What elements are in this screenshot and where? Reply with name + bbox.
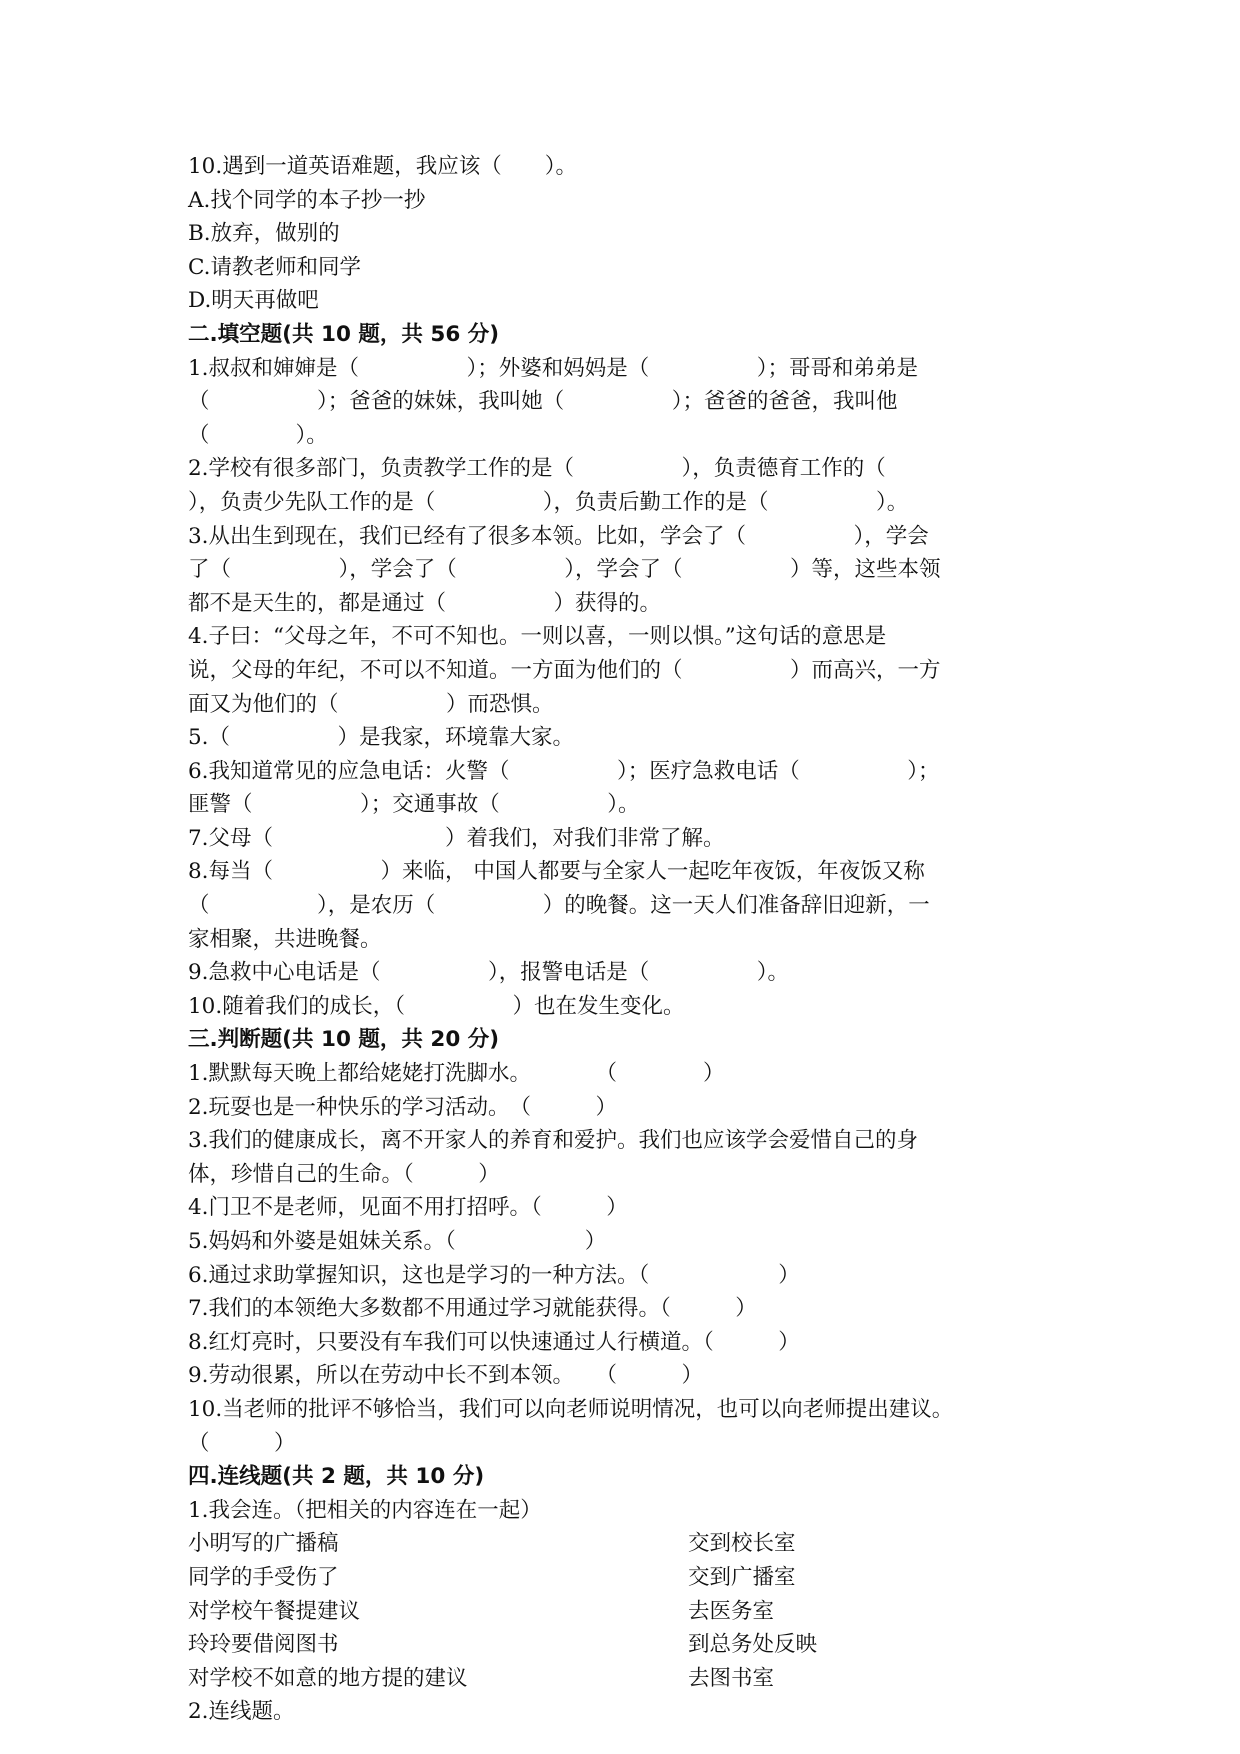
fill-line: 8.每当（ ）来临， 中国人都要与全家人一起吃年夜饭，年夜饭又称 — [188, 859, 925, 885]
fill-line: 说，父母的年纪，不可以不知道。一方面为他们的（ ）而高兴，一方 — [188, 657, 941, 683]
matching-question-1: 1.我会连。（把相关的内容连在一起） — [188, 1497, 542, 1523]
fill-line: 5.（ ）是我家，环境靠大家。 — [188, 725, 575, 751]
fill-line: （ ）；爸爸的妹妹，我叫她（ ）；爸爸的爸爸，我叫他 — [188, 389, 898, 415]
fill-line: 家相聚，共进晚餐。 — [188, 926, 382, 952]
matching-row — [188, 1527, 1078, 1561]
section-true-false-heading: 三.判断题(共 10 题，共 20 分) — [188, 1027, 500, 1053]
matching-right-item: 交到广播室 — [688, 1564, 796, 1590]
matching-question-2: 2.连线题。 — [188, 1699, 295, 1725]
judge-line: 2.玩耍也是一种快乐的学习活动。 （ ） — [188, 1094, 618, 1120]
option-a: A.找个同学的本子抄一抄 — [188, 187, 426, 213]
judge-line: 1.默默每天晚上都给姥姥打洗脚水。 （ ） — [188, 1061, 725, 1087]
matching-left-item: 同学的手受伤了 — [188, 1564, 339, 1590]
matching-right-item: 去医务室 — [688, 1598, 775, 1624]
judge-line: 8.红灯亮时，只要没有车我们可以快速通过人行横道。（ ） — [188, 1329, 800, 1355]
fill-line: （ ），是农历（ ）的晚餐。这一天人们准备辞旧迎新，一 — [188, 893, 930, 919]
judge-line: 9.劳动很累，所以在劳动中长不到本领。 （ ） — [188, 1363, 704, 1389]
fill-line: 面又为他们的（ ）而恐惧。 — [188, 691, 554, 717]
fill-line: 2.学校有很多部门，负责教学工作的是（ ），负责德育工作的（ — [188, 456, 886, 482]
judge-line: 3.我们的健康成长，离不开家人的养育和爱护。我们也应该学会爱惜自己的身 — [188, 1128, 919, 1154]
matching-row — [188, 1595, 1078, 1629]
judge-line: 6.通过求助掌握知识，这也是学习的一种方法。（ ） — [188, 1262, 800, 1288]
matching-right-item: 到总务处反映 — [688, 1632, 818, 1658]
judge-line: 5.妈妈和外婆是姐妹关系。（ ） — [188, 1229, 607, 1254]
fill-line: （ ）。 — [188, 422, 328, 448]
fill-line: 匪警（ ）；交通事故（ ）。 — [188, 792, 640, 818]
fill-line: 6.我知道常见的应急电话：火警（ ）；医疗急救电话（ ）； — [188, 758, 940, 784]
question-10-stem: 10.遇到一道英语难题，我应该（ ）。 — [188, 154, 577, 179]
option-b: B.放弃，做别的 — [188, 221, 340, 247]
matching-row — [188, 1561, 1078, 1595]
fill-line: 10.随着我们的成长，（ ）也在发生变化。 — [188, 993, 685, 1019]
judge-line: 4.门卫不是老师，见面不用打招呼。（ ） — [188, 1195, 628, 1221]
judge-line: 体，珍惜自己的生命。（ ） — [188, 1161, 500, 1187]
fill-line: 7.父母（ ）着我们，对我们非常了解。 — [188, 825, 725, 851]
matching-left-item: 对学校午餐提建议 — [188, 1598, 361, 1624]
fill-line: 9.急救中心电话是（ ），报警电话是（ ）。 — [188, 960, 790, 986]
judge-line: 10.当老师的批评不够恰当，我们可以向老师说明情况，也可以向老师提出建议。 — [188, 1396, 954, 1422]
matching-row — [188, 1662, 1078, 1696]
matching-right-item: 交到校长室 — [688, 1531, 796, 1557]
matching-left-item: 对学校不如意的地方提的建议 — [188, 1665, 468, 1691]
exam-content — [188, 150, 1078, 1729]
option-c: C.请教老师和同学 — [188, 254, 362, 280]
fill-line: 4.子曰：“父母之年，不可不知也。一则以喜，一则以惧。”这句话的意思是 — [188, 624, 887, 650]
matching-row — [188, 1628, 1078, 1662]
fill-line: 3.从出生到现在，我们已经有了很多本领。比如，学会了（ ），学会 — [188, 523, 929, 549]
fill-line: 1.叔叔和婶婶是（ ）；外婆和妈妈是（ ）；哥哥和弟弟是 — [188, 355, 919, 381]
fill-line: ），负责少先队工作的是（ ），负责后勤工作的是（ ）。 — [188, 489, 909, 515]
judge-line: 7.我们的本领绝大多数都不用通过学习就能获得。（ ） — [188, 1296, 757, 1322]
matching-left-item: 小明写的广播稿 — [188, 1531, 339, 1557]
fill-line: 都不是天生的，都是通过（ ）获得的。 — [188, 590, 662, 616]
matching-left-item: 玲玲要借阅图书 — [188, 1632, 339, 1658]
section-fill-blank-heading: 二.填空题(共 10 题，共 56 分) — [188, 321, 500, 347]
judge-line: （ ） — [188, 1430, 296, 1456]
matching-right-item: 去图书室 — [688, 1665, 775, 1691]
option-d: D.明天再做吧 — [188, 288, 319, 314]
section-matching-heading: 四.连线题(共 2 题，共 10 分) — [188, 1464, 485, 1490]
fill-line: 了（ ），学会了（ ），学会了（ ）等，这些本领 — [188, 557, 941, 583]
